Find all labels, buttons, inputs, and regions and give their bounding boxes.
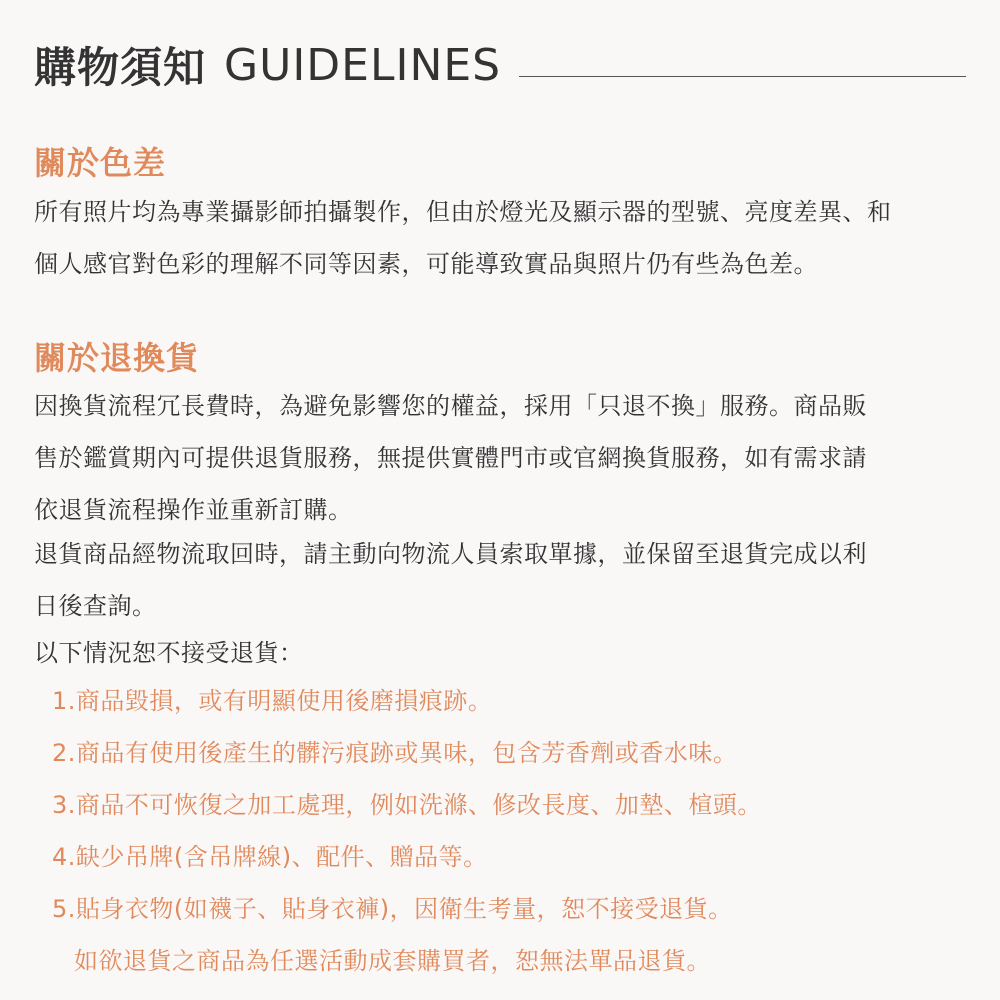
list-item: 5.貼身衣物(如襪子、貼身衣褲)，因衛生考量，恕不接受退貨。: [52, 895, 733, 923]
paragraph-line: 個人感官對色彩的理解不同等因素，可能導致實品與照片仍有些為色差。: [34, 250, 818, 278]
paragraph-line: 因換貨流程冗長費時，為避免影響您的權益，採用「只退不換」服務。商品販: [34, 392, 867, 420]
paragraph-line: 依退貨流程操作並重新訂購。: [34, 496, 353, 524]
list-item: 1.商品毀損，或有明顯使用後磨損痕跡。: [52, 687, 493, 715]
list-intro-text: 以下情況恕不接受退貨：: [34, 639, 304, 667]
non-returnable-intro: [34, 627, 969, 679]
list-item: 3.商品不可恢復之加工處理，例如洗滌、修改長度、加墊、楦頭。: [52, 791, 762, 819]
paragraph-line: 售於鑑賞期內可提供退貨服務，無提供實體門市或官網換貨服務，如有需求請: [34, 444, 867, 472]
color-difference-heading: 關於色差: [34, 144, 167, 182]
page-header: [34, 30, 966, 100]
page-title-english: GUIDELINES: [224, 39, 502, 91]
return-policy-heading: 關於退換貨: [34, 339, 200, 377]
set-purchase-note: 如欲退貨之商品為任選活動成套購買者，恕無法單品退貨。: [74, 947, 711, 975]
page-title-chinese: 購物須知: [34, 43, 207, 92]
list-item: 2.商品有使用後產生的髒污痕跡或異味，包含芳香劑或香水味。: [52, 739, 738, 767]
list-item: 4.缺少吊牌(含吊牌線)、配件、贈品等。: [52, 843, 488, 871]
return-policy-paragraph-2: [34, 528, 969, 632]
non-returnable-list: [52, 675, 962, 987]
title-divider: [519, 76, 966, 77]
return-policy-paragraph-1: [34, 380, 969, 536]
color-difference-paragraph: [34, 186, 969, 290]
paragraph-line: 退貨商品經物流取回時，請主動向物流人員索取單據，並保留至退貨完成以利: [34, 540, 867, 568]
paragraph-line: 日後查詢。: [34, 592, 157, 620]
paragraph-line: 所有照片均為專業攝影師拍攝製作，但由於燈光及顯示器的型號、亮度差異、和: [34, 198, 892, 226]
